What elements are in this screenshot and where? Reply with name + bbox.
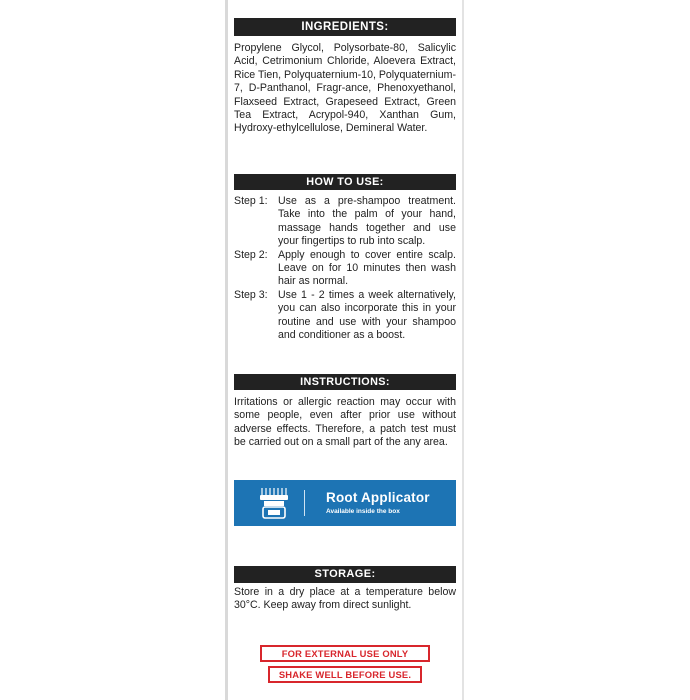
instructions-heading: INSTRUCTIONS: xyxy=(234,374,456,390)
step-item xyxy=(234,195,456,249)
banner-title: Root Applicator xyxy=(326,490,430,505)
banner-divider xyxy=(304,490,305,516)
banner-subtitle: Available inside the box xyxy=(326,508,400,515)
root-applicator-banner xyxy=(234,480,456,526)
instructions-text: Irritations or allergic reaction may occur with some people, even after prior use without adverse effects. Therefore, a patch test must be carried out on a small part of the any area. xyxy=(234,396,456,449)
how-to-use-steps xyxy=(234,195,456,342)
ingredients-text: Propylene Glycol, Polysorbate-80, Salicylic Acid, Cetrimonium Chloride, Aloevera Extract, Rice Tien, Polyquaternium-10, Polyquaternium-7, D-Panthanol, Fragr-ance, Phenoxyethanol, Flaxseed Extract, Grapeseed Extract, Green Tea Extract, Acrypol-940, Xanthan Gum, Hydroxy-ethylcellulose, Demineral Water. xyxy=(234,42,456,135)
step-text: Apply enough to cover entire scalp. Leave on for 10 minutes then wash hair as normal. xyxy=(278,248,456,288)
step-item xyxy=(234,289,456,343)
box-right-edge xyxy=(462,0,464,700)
step-label: Step 3: xyxy=(234,288,268,301)
storage-heading: STORAGE: xyxy=(234,566,456,583)
storage-text: Store in a dry place at a temperature below 30°C. Keep away from direct sunlight. xyxy=(234,586,456,612)
step-text: Use 1 - 2 times a week alternatively, you can also incorporate this in your routine and use with your shampoo and conditioner as a boost. xyxy=(278,288,456,342)
step-label: Step 1: xyxy=(234,195,268,207)
step-item xyxy=(234,249,456,289)
external-use-warning: FOR EXTERNAL USE ONLY xyxy=(260,645,430,662)
step-label: Step 2: xyxy=(234,248,268,261)
how-to-use-heading: HOW TO USE: xyxy=(234,174,456,190)
shake-well-warning: SHAKE WELL BEFORE USE. xyxy=(268,666,422,683)
root-applicator-icon xyxy=(256,486,292,522)
ingredients-heading: INGREDIENTS: xyxy=(234,18,456,36)
step-text: Use as a pre-shampoo treatment. Take into the palm of your hand, massage hands together and use your fingertips to rub into scalp. xyxy=(278,195,456,248)
